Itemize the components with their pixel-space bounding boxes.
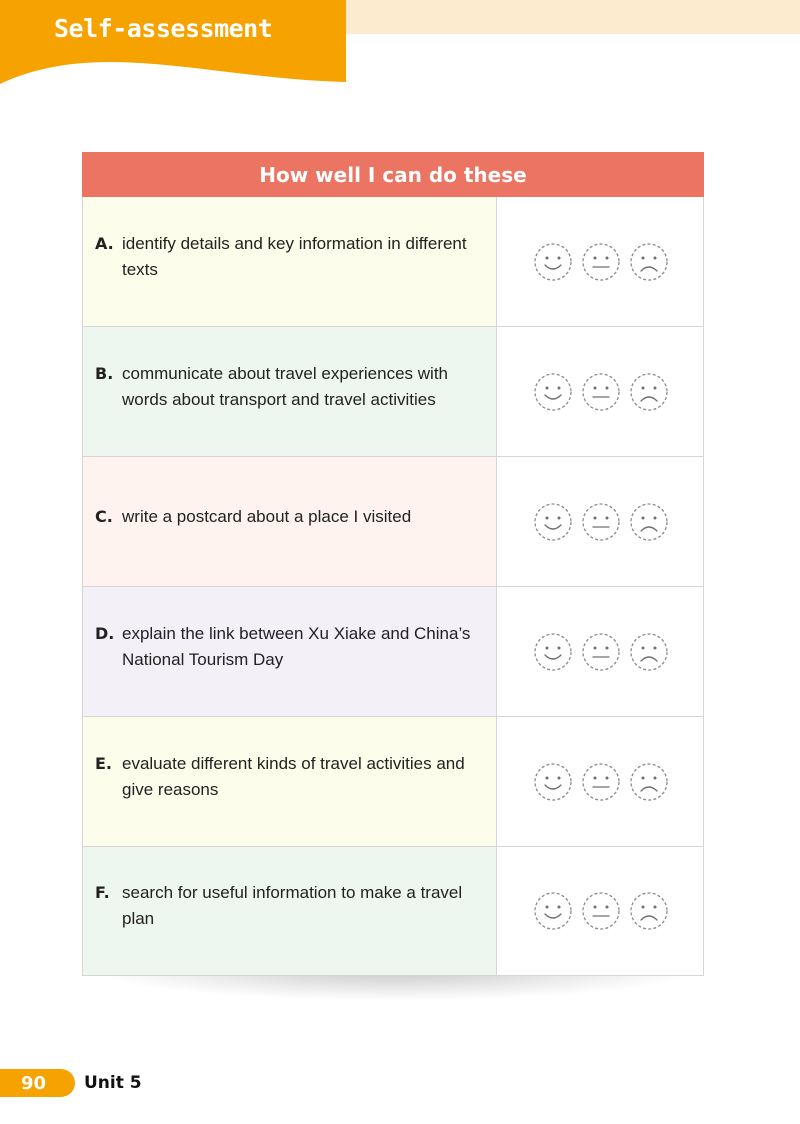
sad-face-icon[interactable] xyxy=(629,891,669,931)
statement-cell xyxy=(83,717,497,846)
page-number: 90 xyxy=(0,1069,75,1097)
table-row xyxy=(82,197,704,327)
statement-text: search for useful information to make a travel plan xyxy=(122,883,463,928)
table-row xyxy=(82,587,704,717)
statement-letter: F. xyxy=(95,883,110,902)
happy-face-icon[interactable] xyxy=(533,891,573,931)
self-assessment-table xyxy=(82,152,704,976)
table-row xyxy=(82,717,704,847)
happy-face-icon[interactable] xyxy=(533,372,573,412)
header-tab xyxy=(0,0,346,86)
rating-cell xyxy=(497,587,703,716)
table-body xyxy=(82,197,704,976)
rating-cell xyxy=(497,717,703,846)
table-heading: How well I can do these xyxy=(82,152,704,197)
happy-face-icon[interactable] xyxy=(533,502,573,542)
rating-cell xyxy=(497,327,703,456)
statement-cell xyxy=(83,457,497,586)
sad-face-icon[interactable] xyxy=(629,632,669,672)
statement-letter: B. xyxy=(95,363,114,383)
neutral-face-icon[interactable] xyxy=(581,242,621,282)
sad-face-icon[interactable] xyxy=(629,502,669,542)
statement-text: write a postcard about a place I visited xyxy=(122,506,412,526)
statement-letter: C. xyxy=(95,506,113,526)
neutral-face-icon[interactable] xyxy=(581,891,621,931)
sad-face-icon[interactable] xyxy=(629,372,669,412)
page-title: Self-assessment xyxy=(54,14,273,43)
rating-cell xyxy=(497,197,703,326)
statement-cell xyxy=(83,327,497,456)
neutral-face-icon[interactable] xyxy=(581,762,621,802)
sad-face-icon[interactable] xyxy=(629,242,669,282)
neutral-face-icon[interactable] xyxy=(581,502,621,542)
rating-cell xyxy=(497,457,703,586)
statement-text: explain the link between Xu Xiake and China’s National Tourism Day xyxy=(122,623,471,669)
happy-face-icon[interactable] xyxy=(533,632,573,672)
rating-cell xyxy=(497,847,703,975)
table-row xyxy=(82,847,704,976)
statement-cell xyxy=(83,847,497,975)
neutral-face-icon[interactable] xyxy=(581,632,621,672)
table-row xyxy=(82,457,704,587)
statement-text: evaluate different kinds of travel activities and give reasons xyxy=(122,753,465,799)
statement-letter: D. xyxy=(95,623,115,643)
statement-cell xyxy=(83,197,497,326)
statement-text: communicate about travel experiences with words about transport and travel activities xyxy=(122,363,448,409)
statement-text: identify details and key information in different texts xyxy=(122,233,467,279)
statement-letter: A. xyxy=(95,233,114,253)
statement-letter: E. xyxy=(95,753,113,773)
unit-label: Unit 5 xyxy=(84,1073,142,1093)
statement-cell xyxy=(83,587,497,716)
table-row xyxy=(82,327,704,457)
neutral-face-icon[interactable] xyxy=(581,372,621,412)
happy-face-icon[interactable] xyxy=(533,762,573,802)
happy-face-icon[interactable] xyxy=(533,242,573,282)
sad-face-icon[interactable] xyxy=(629,762,669,802)
